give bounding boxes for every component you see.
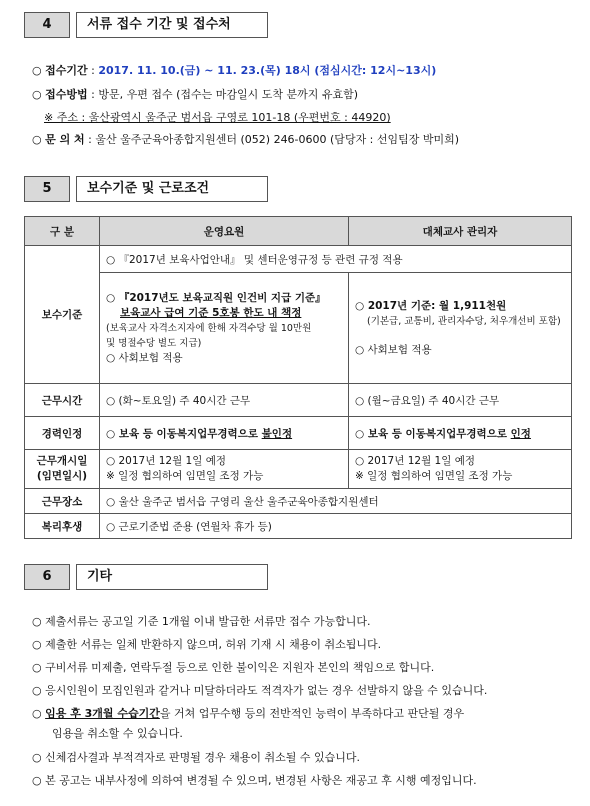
section-title: 보수기준 및 근로조건 [76, 176, 268, 202]
period-value: 2017. 11. 10.(금) ~ 11. 23.(목) 18시 (점심시간: 12시~13시) [98, 64, 437, 77]
period-row: ○ 접수기간 : 2017. 11. 10.(금) ~ 11. 23.(목) 18시 (점심시간: 12시~13시) [32, 64, 437, 77]
method-row: ○ 접수방법 : 방문, 우편 접수 (접수는 마감일시 도착 분까지 유효함) [32, 88, 359, 101]
pay-operator: ○ 『2017년도 보육교직원 인건비 지급 기준』 보육교사 급여 기준 5호봉 한도 내 책정 (보육교사 자격소지자에 한해 자격수당 월 10만원 및 명절수당 별도 지급) ○ 사회보험 적용 [100, 273, 349, 384]
period-label: 접수기간 [45, 64, 88, 77]
row-label: 근무시간 [25, 384, 100, 417]
table-row [25, 489, 572, 514]
section-6-header [24, 564, 268, 590]
career-operator: ○ 보육 등 이동복지업무경력으로 불인정 [100, 417, 349, 450]
row-label: 근무장소 [25, 489, 100, 514]
hours-operator: ○ (화~토요일) 주 40시간 근무 [100, 384, 349, 417]
section-5-header [24, 176, 264, 202]
place-value: ○ 울산 울주군 범서읍 구영리 울산 울주군육아종합지원센터 [100, 489, 572, 514]
pay-substitute: ○ 2017년 기준: 월 1,911천원 (기본급, 교통비, 관리자수당, 처우개선비 포함) ○ 사회보험 적용 [349, 273, 572, 384]
list-item: ○ 응시인원이 모집인원과 같거나 미달하더라도 적격자가 없는 경우 선발하지 않을 수 있습니다. [32, 684, 488, 697]
section-title: 기타 [76, 564, 268, 590]
header-operator: 운영요원 [100, 217, 349, 246]
section-title: 서류 접수 기간 및 접수처 [76, 12, 268, 38]
list-item: ○ 구비서류 미제출, 연락두절 등으로 인한 불이익은 지원자 본인의 책임으로 합니다. [32, 661, 435, 674]
header-substitute: 대체교사 관리자 [349, 217, 572, 246]
table-row [25, 384, 572, 417]
list-item: ○ 임용 후 3개월 수습기간을 거쳐 업무수행 등의 전반적인 능력이 부족하다고 판단될 경우 임용을 취소할 수 있습니다. [32, 707, 465, 740]
row-label: 복리후생 [25, 514, 100, 539]
list-item: ○ 제출서류는 공고일 기준 1개월 이내 발급한 서류만 접수 가능합니다. [32, 615, 371, 628]
hours-substitute: ○ (월~금요일) 주 40시간 근무 [349, 384, 572, 417]
section-4-header [24, 12, 264, 38]
start-substitute: ○ 2017년 12월 1일 예정 ※ 일정 협의하여 임면일 조정 가능 [349, 450, 572, 489]
header-category: 구 분 [25, 217, 100, 246]
conditions-table [24, 216, 572, 539]
address-note: ※ 주소 : 울산광역시 울주군 범서읍 구영로 101-18 (우편번호 : 44920) [44, 111, 391, 124]
table-row [25, 246, 572, 273]
list-item: ○ 본 공고는 내부사정에 의하여 변경될 수 있으며, 변경된 사항은 재공고 후 시행 예정입니다. [32, 774, 477, 787]
list-item: ○ 신체검사결과 부적격자로 판명될 경우 채용이 취소될 수 있습니다. [32, 751, 360, 764]
section-number: 6 [24, 564, 70, 590]
section-number: 5 [24, 176, 70, 202]
table-row [25, 450, 572, 489]
career-substitute: ○ 보육 등 이동복지업무경력으로 인정 [349, 417, 572, 450]
method-value: 방문, 우편 접수 (접수는 마감일시 도착 분까지 유효함) [98, 88, 359, 101]
etc-list [32, 612, 572, 794]
contact-label: 문 의 처 [45, 133, 85, 146]
table-header-row [25, 217, 572, 246]
pay-common: ○ 『2017년 보육사업안내』 및 센터운영규정 등 관련 규정 적용 [100, 246, 572, 273]
method-label: 접수방법 [45, 88, 88, 101]
row-label: 근무개시일 (임면일시) [25, 450, 100, 489]
list-item: ○ 제출한 서류는 일체 반환하지 않으며, 허위 기재 시 채용이 취소됩니다. [32, 638, 382, 651]
start-operator: ○ 2017년 12월 1일 예정 ※ 일정 협의하여 임면일 조정 가능 [100, 450, 349, 489]
table-row [25, 417, 572, 450]
table-row [25, 273, 572, 384]
row-label: 보수기준 [25, 246, 100, 384]
welfare-value: ○ 근로기준법 준용 (연월차 휴가 등) [100, 514, 572, 539]
contact-value: 울산 울주군육아종합지원센터 (052) 246-0600 (담당자 : 선임팀장 박미희) [95, 133, 460, 146]
contact-row: ○ 문 의 처 : 울산 울주군육아종합지원센터 (052) 246-0600 (담당자 : 선임팀장 박미희) [32, 133, 460, 146]
table-row [25, 514, 572, 539]
section-number: 4 [24, 12, 70, 38]
row-label: 경력인정 [25, 417, 100, 450]
